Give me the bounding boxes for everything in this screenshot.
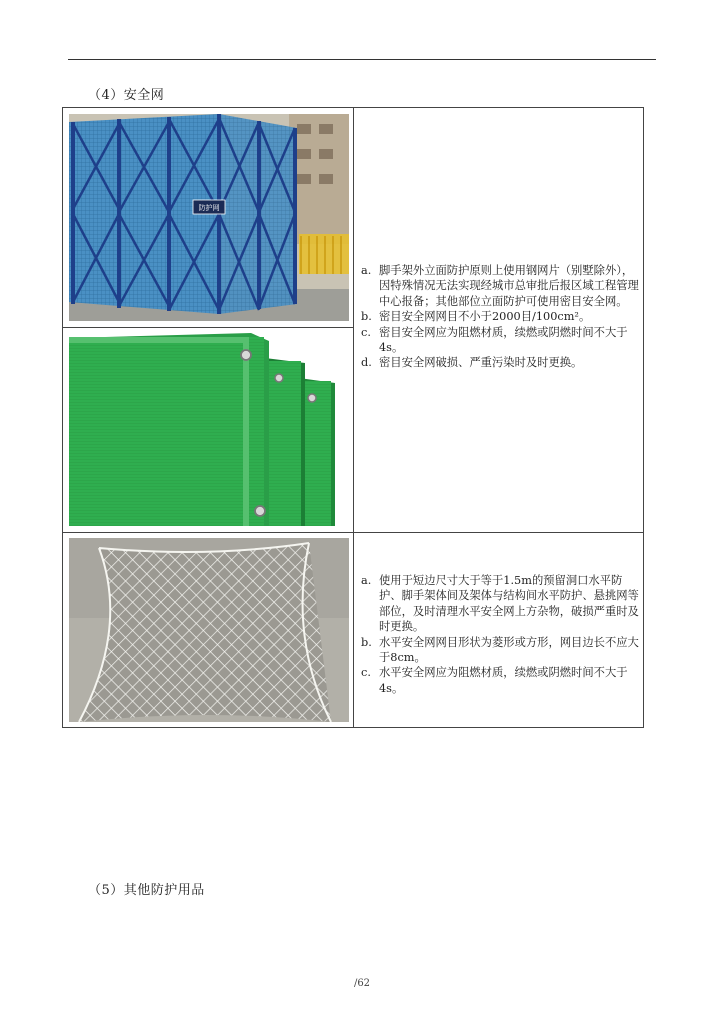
list-item: [361, 573, 641, 635]
dense-mesh-net-requirements: [361, 263, 641, 371]
item-marker: c.: [361, 666, 371, 680]
item-marker: a.: [361, 574, 372, 587]
item-marker: b.: [361, 635, 372, 649]
header-rule: [68, 59, 656, 60]
item-text: 使用于短边尺寸大于等于1.5m的预留洞口水平防护、脚手架体间及架体与结构间水平防护、悬挑网等部位，及时清理水平安全网上方杂物，破损严重时及时更换。: [379, 574, 639, 634]
sign-label: 防护网: [198, 204, 220, 212]
list-item: [361, 635, 641, 666]
list-item: [361, 263, 641, 309]
horizontal-net-requirements: [361, 573, 641, 696]
list-item: [361, 665, 641, 696]
item-text: 脚手架外立面防护原则上使用钢网片（别墅除外），因特殊情况无法实现经城市总审批后报区域工程管理中心报备；其他部位立面防护可使用密目安全网。: [379, 264, 639, 308]
section-heading-safety-net: （4）安全网: [88, 88, 165, 103]
section-heading-other-protective-equipment: （5）其他防护用品: [88, 883, 205, 898]
list-item: [361, 309, 641, 324]
item-text: 水平安全网应为阻燃材质，续燃或阴燃时间不大于4s。: [379, 666, 628, 695]
list-item: [361, 355, 641, 370]
row-divider: [63, 532, 643, 533]
item-text: 密目安全网破损、严重污染时及时更换。: [379, 356, 583, 370]
page-number: /62: [353, 978, 371, 989]
horizontal-safety-net-photo: [69, 538, 349, 722]
item-marker: d.: [361, 356, 372, 370]
item-text: 水平安全网网目形状为菱形或方形，网目边长不应大于8cm。: [379, 635, 639, 665]
item-text: 密目安全网应为阻燃材质，续燃或阴燃时间不大于4s。: [379, 325, 628, 355]
dense-mesh-net-photo: [69, 333, 349, 526]
steel-mesh-panel-photo: [69, 114, 349, 321]
safety-net-table: [62, 107, 644, 728]
column-divider: [353, 108, 354, 727]
list-item: [361, 325, 641, 356]
item-marker: a.: [361, 264, 372, 277]
item-text: 密目安全网网目不小于2000目/100cm²。: [379, 310, 591, 324]
item-marker: b.: [361, 310, 372, 324]
item-marker: c.: [361, 325, 371, 339]
photo-divider: [63, 327, 353, 328]
